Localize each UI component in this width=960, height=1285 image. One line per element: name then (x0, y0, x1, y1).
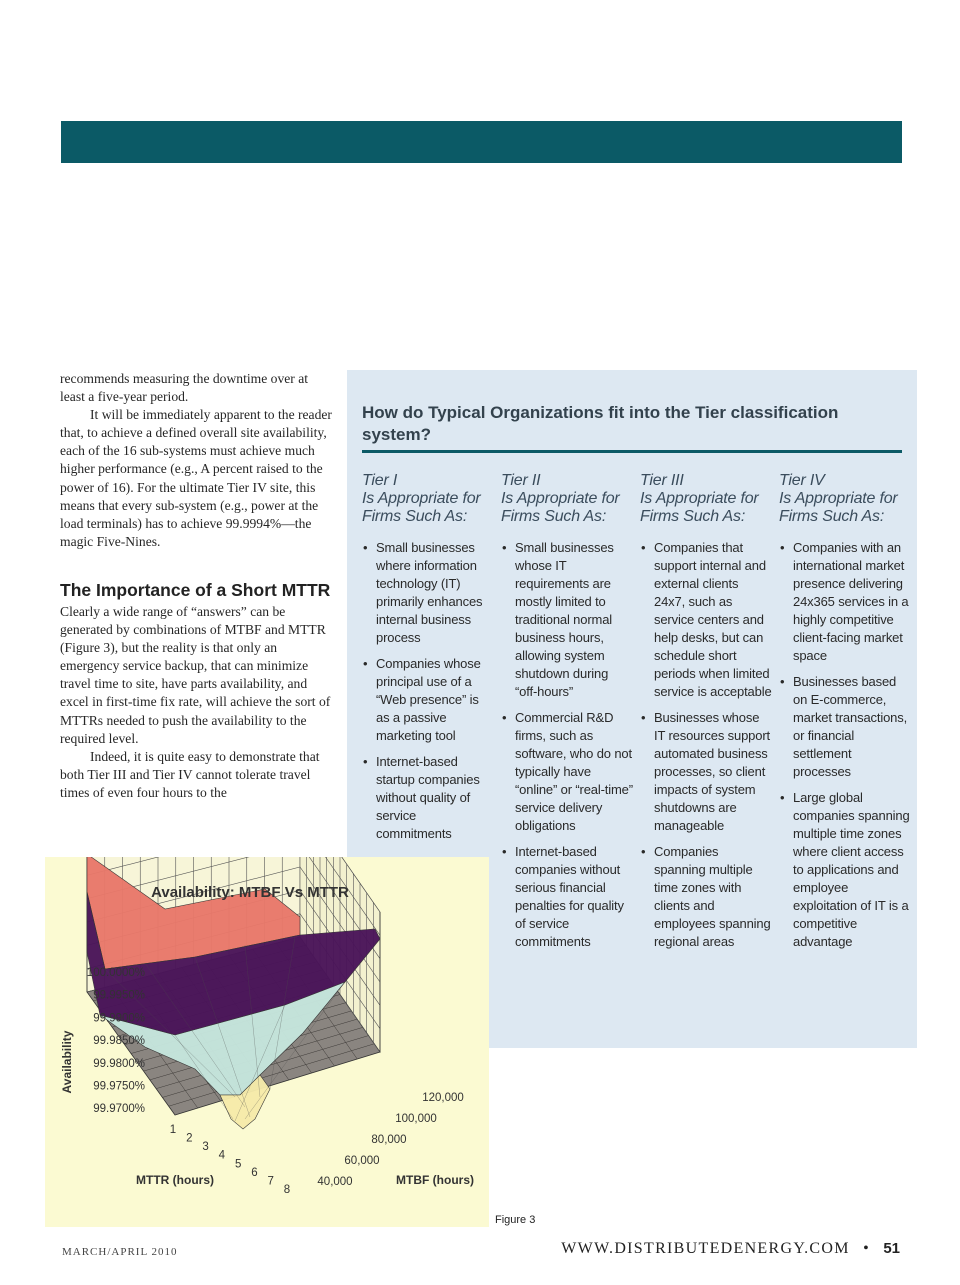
tier-4-heading-line3: Firms Such As: (779, 508, 885, 526)
article-paragraph-1: recommends measuring the downtime over at least a five-year period. (60, 371, 309, 405)
tier-1-heading (362, 472, 494, 527)
list-item: • Small businesses where information technology (IT) primarily enhances internal business process (362, 539, 494, 647)
x-tick-label: 5 (234, 1158, 242, 1171)
z-tick-label: 99.9900% (93, 1012, 145, 1025)
z-tick-label: 99.9750% (93, 1080, 145, 1093)
list-item: • Businesses based on E-commerce, market transactions, or financial settlement processes (779, 673, 911, 781)
list-item: • Internet-based companies without serious financial penalties for quality of service commitments (501, 843, 633, 951)
x-tick-label: 7 (267, 1175, 274, 1188)
tier-4-label: Tier IV (779, 472, 825, 489)
tier-2-list (501, 539, 633, 951)
article-paragraph-2: It will be immediately apparent to the reader that, to achieve a defined overall site availability, each of the 16 sub-systems must achieve much higher performance (e.g., A percent raised to the power of 16). For the ultimate Tier IV site, this means that every sub-system (e.g., power at the load terminals) has to achieve 99.9994%—the magic Five-Nines. (60, 407, 332, 549)
tier-3-label: Tier III (640, 472, 684, 489)
list-item: • Companies whose principal use of a “Web presence” is as a passive marketing tool (362, 655, 494, 745)
y-tick-label: 80,000 (371, 1134, 407, 1146)
tier-2-heading-line3: Firms Such As: (501, 508, 607, 526)
tier-3-heading-line3: Firms Such As: (640, 508, 746, 526)
list-item: • Small businesses whose IT requirements are mostly limited to traditional normal business hours, allowing system shutdown during “off-hours” (501, 539, 633, 701)
z-axis-label: Availability (60, 1030, 74, 1094)
tier-4-column (779, 472, 911, 959)
article-paragraph-4: Indeed, it is quite easy to demonstrate that both Tier III and Tier IV cannot tolerate travel times of even four hours to the (60, 748, 320, 800)
z-tick-label: 99.9950% (93, 989, 145, 1002)
header-color-band (61, 121, 902, 163)
tier-2-heading (501, 472, 633, 527)
chart-title: Availability: MTBF Vs MTTR (151, 884, 349, 901)
footer-bullet: • (863, 1240, 870, 1257)
tier-1-column (362, 472, 494, 851)
sidebar-title: How do Typical Organizations fit into the Tier classification system? (362, 403, 839, 444)
footer-url: WWW.DISTRIBUTEDENERGY.COM (561, 1240, 850, 1257)
tier-3-column (640, 472, 772, 959)
y-tick-label: 100,000 (395, 1113, 437, 1125)
sidebar-rule (362, 450, 902, 453)
tier-1-heading-line3: Firms Such As: (362, 508, 468, 526)
tier-4-list (779, 539, 911, 951)
footer-issue: MARCH/APRIL 2010 (62, 1246, 178, 1258)
x-tick-label: 8 (283, 1184, 291, 1196)
tier-3-heading-line2: Is Appropriate for (640, 490, 759, 508)
list-item: • Commercial R&D firms, such as software, who do not typically have “online” or “real-time” service delivery obligations (501, 709, 633, 835)
y-tick-label: 120,000 (422, 1092, 464, 1104)
tier-4-heading (779, 472, 911, 527)
tier-2-heading-line2: Is Appropriate for (501, 490, 620, 508)
tier-1-heading-line2: Is Appropriate for (362, 490, 481, 508)
list-item: • Companies that support internal and external clients 24x7, such as service centers and help desks, but can schedule short periods when limited service is acceptable (640, 539, 772, 701)
list-item: • Companies with an international market presence delivering 24x365 services in a highly competitive client-facing market space (779, 539, 911, 665)
tier-3-heading (640, 472, 772, 527)
availability-chart (45, 857, 489, 1227)
footer-site (561, 1240, 900, 1258)
list-item: • Companies spanning multiple time zones with clients and employees spanning regional areas (640, 843, 772, 951)
x-tick-label: 2 (186, 1132, 193, 1145)
x-tick-label: 1 (169, 1124, 177, 1136)
figure-caption: Figure 3 (495, 1214, 536, 1226)
list-item: • Large global companies spanning multiple time zones where client access to applications and employee exploitation of IT is a competitive advantage (779, 789, 911, 951)
article-paragraph-3: Clearly a wide range of “answers” can be generated by combinations of MTBF and MTTR (Figure 3), but the reality is that only an emergency service backup, that can minimize travel time to site, have parts availability, and excel in first-time fix rate, will achieve the sort of MTTRs needed to push the availability to the required level. (60, 603, 331, 746)
section-heading: The Importance of a Short MTTR (60, 579, 331, 600)
tier-4-heading-line2: Is Appropriate for (779, 490, 898, 508)
z-tick-label: 99.9850% (93, 1035, 145, 1048)
x-tick-label: 3 (202, 1141, 209, 1154)
y-axis-label: MTBF (hours) (396, 1173, 474, 1187)
tier-3-list (640, 539, 772, 951)
z-tick-label: 100.0000% (86, 967, 145, 979)
list-item: • Businesses whose IT resources support automated business processes, so client impacts of system shutdowns are manageable (640, 709, 772, 835)
z-tick-label: 99.9800% (93, 1057, 145, 1070)
y-tick-label: 40,000 (317, 1176, 353, 1188)
y-tick-label: 60,000 (344, 1155, 380, 1167)
z-tick-label: 99.9700% (93, 1103, 145, 1116)
page-number: 51 (883, 1240, 900, 1257)
x-axis-label: MTTR (hours) (136, 1173, 214, 1187)
article-column (60, 370, 332, 802)
tier-2-label: Tier II (501, 472, 541, 489)
list-item: • Internet-based startup companies without quality of service commitments (362, 753, 494, 843)
x-tick-label: 6 (251, 1166, 258, 1179)
x-tick-label: 4 (218, 1149, 226, 1162)
tier-2-column (501, 472, 633, 959)
tier-1-list (362, 539, 494, 843)
chart-canvas (45, 857, 489, 1227)
tier-1-label: Tier I (362, 472, 398, 489)
